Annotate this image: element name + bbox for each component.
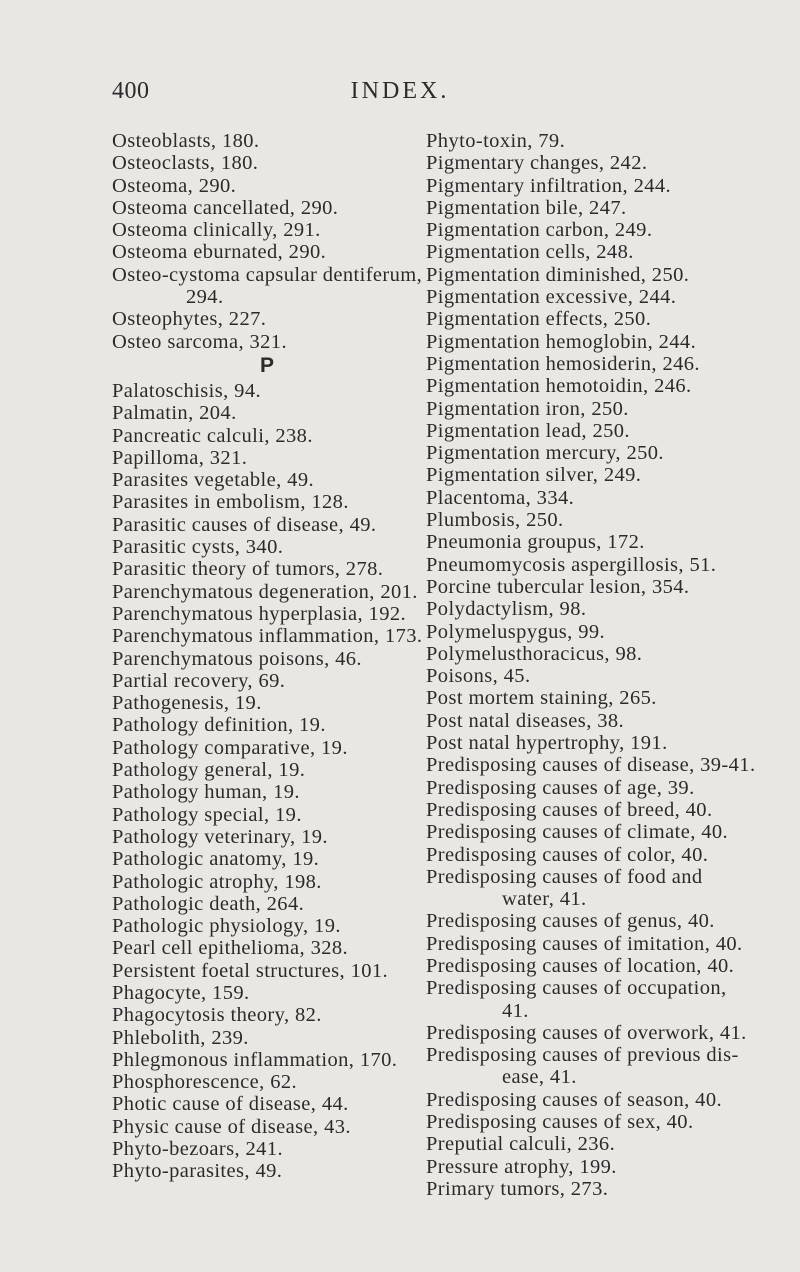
index-entry: Predisposing causes of occupation, [426, 977, 727, 1000]
index-entry: Pearl cell epithelioma, 328. [112, 937, 349, 960]
index-entry: Parenchymatous inflammation, 173. [112, 625, 423, 648]
index-entry: Pigmentation lead, 250. [426, 419, 630, 442]
index-column-right [426, 130, 798, 1200]
index-entry: Phosphorescence, 62. [112, 1071, 298, 1094]
index-entry: Pathology comparative, 19. [112, 736, 348, 759]
index-entry: Osteoma, 290. [112, 174, 237, 197]
index-entry: Pathology general, 19. [112, 759, 306, 782]
index-entry: Physic cause of disease, 43. [112, 1115, 351, 1138]
index-entry: Poisons, 45. [426, 665, 531, 688]
index-entry: Osteoma clinically, 291. [112, 219, 321, 242]
index-entry: Predisposing causes of location, 40. [426, 954, 735, 977]
index-entry: Preputial calculi, 236. [426, 1133, 616, 1156]
index-entry: Pigmentation cells, 248. [426, 241, 634, 264]
index-entry: Post natal diseases, 38. [426, 709, 625, 732]
index-entry: Predisposing causes of imitation, 40. [426, 932, 743, 955]
index-entry: Pancreatic calculi, 238. [112, 424, 313, 447]
index-entry: Photic cause of disease, 44. [112, 1093, 349, 1116]
index-entry: Placentoma, 334. [426, 486, 575, 509]
index-entry: Osteophytes, 227. [112, 308, 267, 331]
index-entry: Pigmentary changes, 242. [426, 152, 648, 175]
index-entry: Pathologic anatomy, 19. [112, 848, 320, 871]
section-letter: P [260, 353, 275, 377]
index-entry: Pigmentation carbon, 249. [426, 219, 653, 242]
index-entry: Parasitic causes of disease, 49. [112, 513, 377, 536]
index-entry: Predisposing causes of genus, 40. [426, 910, 715, 933]
index-entry-continuation: 294. [186, 286, 224, 309]
index-entry: Parasites in embolism, 128. [112, 491, 349, 514]
index-entry: Plumbosis, 250. [426, 509, 564, 532]
index-entry: Pigmentation bile, 247. [426, 196, 627, 219]
index-entry: Pigmentation hemosiderin, 246. [426, 352, 700, 375]
index-entry: Phlebolith, 239. [112, 1026, 249, 1049]
index-entry: Parenchymatous hyperplasia, 192. [112, 602, 407, 625]
index-entry: Pigmentation excessive, 244. [426, 286, 677, 309]
index-entry: Osteoma eburnated, 290. [112, 241, 327, 264]
index-entry: Osteo sarcoma, 321. [112, 330, 287, 353]
index-entry: Parenchymatous degeneration, 201. [112, 580, 418, 603]
index-entry: Pigmentation hemoglobin, 244. [426, 330, 697, 353]
index-entry: Predisposing causes of disease, 39-41. [426, 754, 756, 777]
index-entry: Partial recovery, 69. [112, 669, 286, 692]
index-entry: Osteoma cancellated, 290. [112, 196, 339, 219]
index-entry: Pathology veterinary, 19. [112, 825, 328, 848]
index-entry: Pigmentation hemotoidin, 246. [426, 375, 692, 398]
index-entry: Post mortem staining, 265. [426, 687, 657, 710]
index-entry: Palatoschisis, 94. [112, 379, 261, 402]
index-entry: Polydactylism, 98. [426, 598, 587, 621]
index-entry: Pathogenesis, 19. [112, 692, 262, 715]
index-entry: Phlegmonous inflammation, 170. [112, 1048, 398, 1071]
index-entry: Phagocyte, 159. [112, 981, 250, 1004]
index-entry: Predisposing causes of food and [426, 865, 703, 888]
index-entry: Parasitic theory of tumors, 278. [112, 558, 384, 581]
index-column-left [112, 130, 452, 1183]
index-entry: Polymeluspygus, 99. [426, 620, 606, 643]
index-entry: Post natal hypertrophy, 191. [426, 732, 668, 755]
index-entry: Predisposing causes of overwork, 41. [426, 1021, 747, 1044]
index-entry: Osteo-cystoma capsular dentiferum, [112, 263, 423, 286]
page-number: 400 [112, 78, 150, 104]
index-entry: Phyto-toxin, 79. [426, 130, 566, 152]
index-entry: Predisposing causes of age, 39. [426, 776, 695, 799]
index-entry: Predisposing causes of season, 40. [426, 1088, 723, 1111]
index-entry: Pigmentation effects, 250. [426, 308, 652, 331]
page-header [0, 78, 800, 110]
index-entry: Pathology human, 19. [112, 781, 300, 804]
index-entry: Pigmentary infiltration, 244. [426, 174, 672, 197]
index-entry: Palmatin, 204. [112, 402, 237, 425]
index-entry: Persistent foetal structures, 101. [112, 959, 389, 982]
index-entry: Parasites vegetable, 49. [112, 469, 315, 492]
index-entry: Phyto-parasites, 49. [112, 1160, 283, 1183]
index-entry: Pigmentation iron, 250. [426, 397, 629, 420]
index-entry: Pathologic death, 264. [112, 892, 305, 915]
index-entry-continuation: water, 41. [502, 888, 587, 911]
index-entry: Predisposing causes of breed, 40. [426, 798, 713, 821]
index-entry: Papilloma, 321. [112, 446, 248, 469]
index-entry: Pathologic atrophy, 198. [112, 870, 322, 893]
index-entry: Parasitic cysts, 340. [112, 536, 284, 559]
index-entry-continuation: 41. [502, 999, 529, 1022]
page-title: INDEX. [350, 78, 450, 104]
index-entry-continuation: ease, 41. [502, 1066, 577, 1089]
index-entry: Phagocytosis theory, 82. [112, 1004, 322, 1027]
index-entry: Osteoclasts, 180. [112, 152, 259, 175]
index-entry: Primary tumors, 273. [426, 1177, 609, 1200]
index-entry: Parenchymatous poisons, 46. [112, 647, 362, 670]
index-entry: Pathologic physiology, 19. [112, 915, 341, 938]
index-entry: Porcine tubercular lesion, 354. [426, 575, 690, 598]
index-entry: Predisposing causes of color, 40. [426, 843, 709, 866]
index-entry: Pathology definition, 19. [112, 714, 326, 737]
index-entry: Pressure atrophy, 199. [426, 1155, 617, 1178]
index-entry: Osteoblasts, 180. [112, 130, 260, 152]
index-entry: Predisposing causes of climate, 40. [426, 821, 729, 844]
index-entry: Pigmentation mercury, 250. [426, 442, 664, 465]
index-entry: Phyto-bezoars, 241. [112, 1138, 283, 1161]
index-entry: Pathology special, 19. [112, 803, 302, 826]
index-entry: Pneumonia groupus, 172. [426, 531, 645, 554]
index-entry: Pigmentation diminished, 250. [426, 263, 690, 286]
index-entry: Polymelusthoracicus, 98. [426, 642, 643, 665]
index-entry: Predisposing causes of previous dis- [426, 1044, 739, 1067]
index-entry: Predisposing causes of sex, 40. [426, 1111, 694, 1134]
index-entry: Pigmentation silver, 249. [426, 464, 642, 487]
index-entry: Pneumomycosis aspergillosis, 51. [426, 553, 717, 576]
